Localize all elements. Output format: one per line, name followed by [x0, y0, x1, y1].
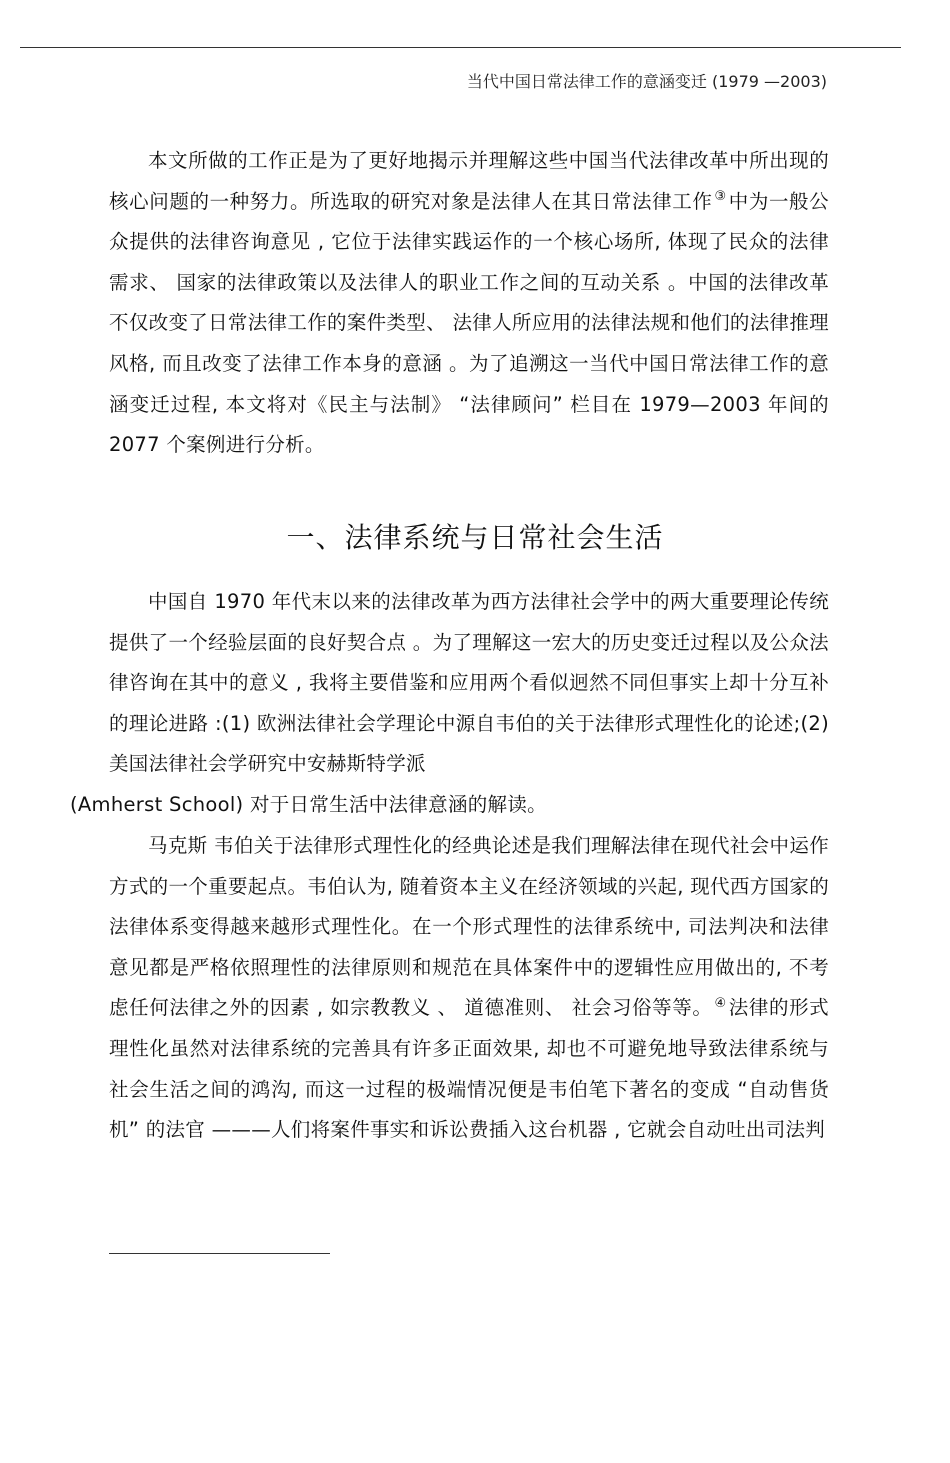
body-paragraph-3: [109, 826, 829, 1151]
paragraph-1-text-a: 本文所做的工作正是为了更好地揭示并理解这些中国当代法律改革中所出现的核心问题的一种努力。所选取的研究对象是法律人在其日常法律工作: [109, 149, 829, 213]
running-header: 当代中国日常法律工作的意涵变迁 (1979 —2003): [466, 72, 827, 91]
paragraph-1-text-b: 中为一般公众提供的法律咨询意见 , 它位于法律实践运作的一个核心场所, 体现了民众的法律需求、 国家的法律政策以及法律人的职业工作之间的互动关系 。中国的法律改革不仅改变了日常法律工作的案件类型、 法律人所应用的法律法规和他们的法律推理风格, 而且改变了法律工作本身的意涵 。为了追溯这一当代中国日常法律工作的意涵变迁过程, 本文将对《民主与法制》 “法律顾问” 栏目在 1979—2003 年间的 2077 个案例进行分析。: [109, 189, 829, 457]
paragraph-2-text-line2: (Amherst School) 对于日常生活中法律意涵的解读。: [70, 792, 547, 816]
body-paragraph-2: [70, 582, 829, 826]
header-rule: [20, 47, 901, 48]
paragraph-3-text-a: 马克斯 韦伯关于法律形式理性化的经典论述是我们理解法律在现代社会中运作方式的一个重要起点。韦伯认为, 随着资本主义在经济领域的兴起, 现代西方国家的法律体系变得越来越形式理性化。在一个形式理性的法律系统中, 司法判决和法律意见都是严格依照理性的法律原则和规范在具体案件中的逻辑性应用做出的, 不考虑任何法律之外的因素 , 如宗教教义 、 道德准则、 社会习俗等等。: [109, 834, 829, 1020]
paragraph-2-text: 中国自 1970 年代末以来的法律改革为西方法律社会学中的两大重要理论传统提供了一个经验层面的良好契合点 。为了理解这一宏大的历史变迁过程以及公众法律咨询在其中的意义 , 我将主要借鉴和应用两个看似迥然不同但事实上却十分互补的理论进路 :(1) 欧洲法律社会学理论中源自韦伯的关于法律形式理性化的论述;(2)美国法律社会学研究中安赫斯特学派: [109, 590, 829, 776]
footnote-separator: [109, 1253, 330, 1254]
footnote-ref-3: ③: [714, 189, 727, 205]
section-heading: 一、法律系统与日常社会生活: [286, 521, 664, 554]
paragraph-3-text-b: 法律的形式理性化虽然对法律系统的完善具有许多正面效果, 却也不可避免地导致法律系统与社会生活之间的鸿沟, 而这一过程的极端情况便是韦伯笔下著名的变成 “自动售货机” 的法官 ———人们将案件事实和诉讼费插入这台机器 , 它就会自动吐出司法判: [109, 996, 829, 1142]
body-paragraph-1: [109, 141, 829, 466]
footnote-ref-4: ④: [714, 995, 727, 1011]
